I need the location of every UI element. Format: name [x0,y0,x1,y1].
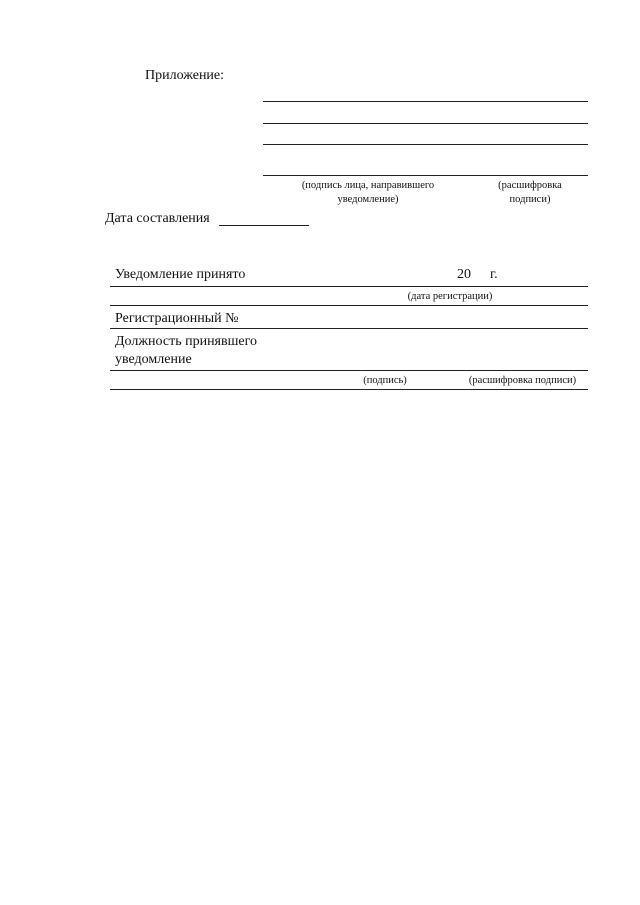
attachment-line-3 [263,144,588,145]
position-line [110,370,588,371]
decode-caption-line2: подписи) [509,194,551,205]
attachment-line-1 [263,101,588,102]
signer-caption [278,179,458,207]
reg-date-line [110,305,588,306]
reg-number-label: Регистрационный № [115,311,239,326]
decode-caption-line1: (расшифровка [498,180,562,191]
date-label: Дата составления [105,211,210,226]
accepted-line [110,286,588,287]
attachment-label: Приложение: [145,68,225,83]
decode-full-caption: (расшифровка подписи) [468,375,577,386]
year-prefix: 20 [457,267,471,282]
reg-number-line [110,328,588,329]
accepted-label: Уведомление принято [115,267,246,282]
decode-caption [475,179,585,207]
signer-caption-line1: (подпись лица, направившего [301,180,435,191]
signer-caption-line2: уведомление) [337,194,399,205]
date-line[interactable] [219,225,309,226]
signature-caption: (подпись) [363,375,407,386]
attachment-line-4 [263,175,588,176]
attachment-line-2 [263,123,588,124]
reg-date-caption: (дата регистрации) [407,291,493,302]
year-suffix: г. [490,267,498,282]
bottom-line [110,389,588,390]
position-label-line1: Должность принявшего [115,334,257,349]
position-label-line2: уведомление [115,352,192,367]
